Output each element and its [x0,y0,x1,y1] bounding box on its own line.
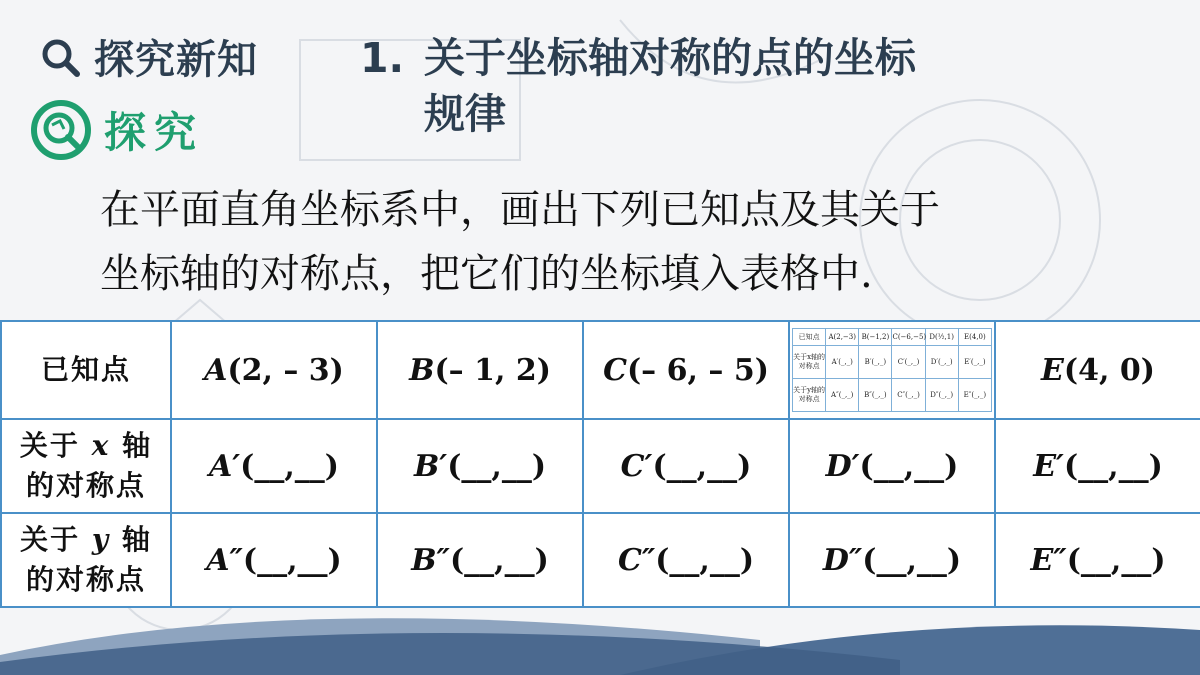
known-point-a [171,321,377,419]
axis-variable: x [91,429,111,462]
y-sym-d-blank[interactable] [789,513,995,607]
point-letter: D″ [822,542,863,578]
title-number: 1. [360,34,405,82]
coord-blank: (__,__) [859,448,959,484]
mini-cell: D″(_,_) [925,379,958,412]
point-coords: (– 6, – 5) [626,352,769,388]
y-sym-c-blank[interactable] [583,513,789,607]
point-letter: C″ [617,542,656,578]
mini-cell: D(½,1) [925,329,958,346]
row-header-known: 已知点 [1,321,171,419]
mini-row [793,329,992,346]
known-point-b [377,321,583,419]
row-header-text: 关于 [20,523,81,556]
mini-cell: B(−1,2) [859,329,892,346]
x-sym-e-blank[interactable] [995,419,1200,513]
mini-cell: A″(_,_) [826,379,859,412]
coord-blank: (__,__) [862,542,962,578]
coord-blank: (__,__) [240,448,340,484]
mini-cell: C′(_,_) [892,346,925,379]
mini-cell: A(2,−3) [826,329,859,346]
mini-cell: D′(_,_) [925,346,958,379]
table-row-known [1,321,1200,419]
section-label-row [40,28,258,85]
mini-cell: 已知点 [793,329,826,346]
row-header-text: 轴 [121,523,152,556]
y-sym-b-blank[interactable] [377,513,583,607]
mini-cell: C″(_,_) [892,379,925,412]
row-header-text: 轴 [122,429,153,462]
point-letter: E [1041,352,1064,388]
mini-cell: 关于x轴的对称点 [793,346,826,379]
point-coords: (– 1, 2) [434,352,551,388]
point-letter: A [204,352,228,388]
table-row-y-symmetric [1,513,1200,607]
title-line-2: 规律 [424,90,506,138]
row-header-text: 关于 [19,429,80,462]
mini-cell: E″(_,_) [958,379,991,412]
search-icon [40,37,80,77]
row-header-text: 的对称点 [25,563,146,596]
footer-wave [0,600,1200,675]
instruction-text [100,178,1180,306]
known-point-e [995,321,1200,419]
coord-blank: (__,__) [652,448,752,484]
coord-blank: (__,__) [1066,542,1166,578]
section-header [40,28,258,161]
coord-blank: (__,__) [655,542,755,578]
point-coords: (4, 0) [1063,352,1155,388]
known-point-c [583,321,789,419]
row-header-text: 的对称点 [25,469,146,502]
axis-variable: y [91,523,111,556]
section-label: 探究新知 [94,37,258,83]
point-letter: B″ [411,542,450,578]
page-title [360,30,1060,142]
point-letter: A′ [208,448,241,484]
instruction-line-2: 坐标轴的对称点，把它们的坐标填入表格中. [100,251,873,297]
point-letter: C [603,352,627,388]
point-letter: E″ [1030,542,1067,578]
row-header-y-symmetric [1,513,171,607]
coord-blank: (__,__) [242,542,342,578]
points-table [0,320,1200,608]
row-header-x-symmetric [1,419,171,513]
explore-label: 探究 [104,108,205,157]
mini-row [793,379,992,412]
mini-row [793,346,992,379]
mini-cell: B″(_,_) [859,379,892,412]
coord-blank: (__,__) [449,542,549,578]
table-row-x-symmetric [1,419,1200,513]
point-letter: C′ [620,448,653,484]
point-letter: B [409,352,435,388]
mini-cell: B′(_,_) [859,346,892,379]
x-sym-b-blank[interactable] [377,419,583,513]
mini-cell: C(−6,−5) [892,329,925,346]
y-sym-e-blank[interactable] [995,513,1200,607]
point-letter: E′ [1033,448,1064,484]
explore-label-row [30,99,258,161]
x-sym-d-blank[interactable] [789,419,995,513]
y-sym-a-blank[interactable] [171,513,377,607]
mini-cell: A′(_,_) [826,346,859,379]
mini-cell: E(4,0) [958,329,991,346]
table-thumbnail [789,321,995,419]
point-letter: A″ [206,542,243,578]
title-line-1: 关于坐标轴对称的点的坐标 [424,34,916,82]
mini-cell: 关于y轴的对称点 [793,379,826,412]
thumbnail-mini-table [792,328,992,412]
point-coords: (2, – 3) [227,352,344,388]
point-letter: B′ [413,448,448,484]
x-sym-a-blank[interactable] [171,419,377,513]
x-sym-c-blank[interactable] [583,419,789,513]
coord-blank: (__,__) [447,448,547,484]
instruction-line-1: 在平面直角坐标系中，画出下列已知点及其关于 [100,187,940,233]
coord-blank: (__,__) [1063,448,1163,484]
point-letter: D′ [825,448,860,484]
mini-cell: E′(_,_) [958,346,991,379]
explore-icon [30,99,92,161]
